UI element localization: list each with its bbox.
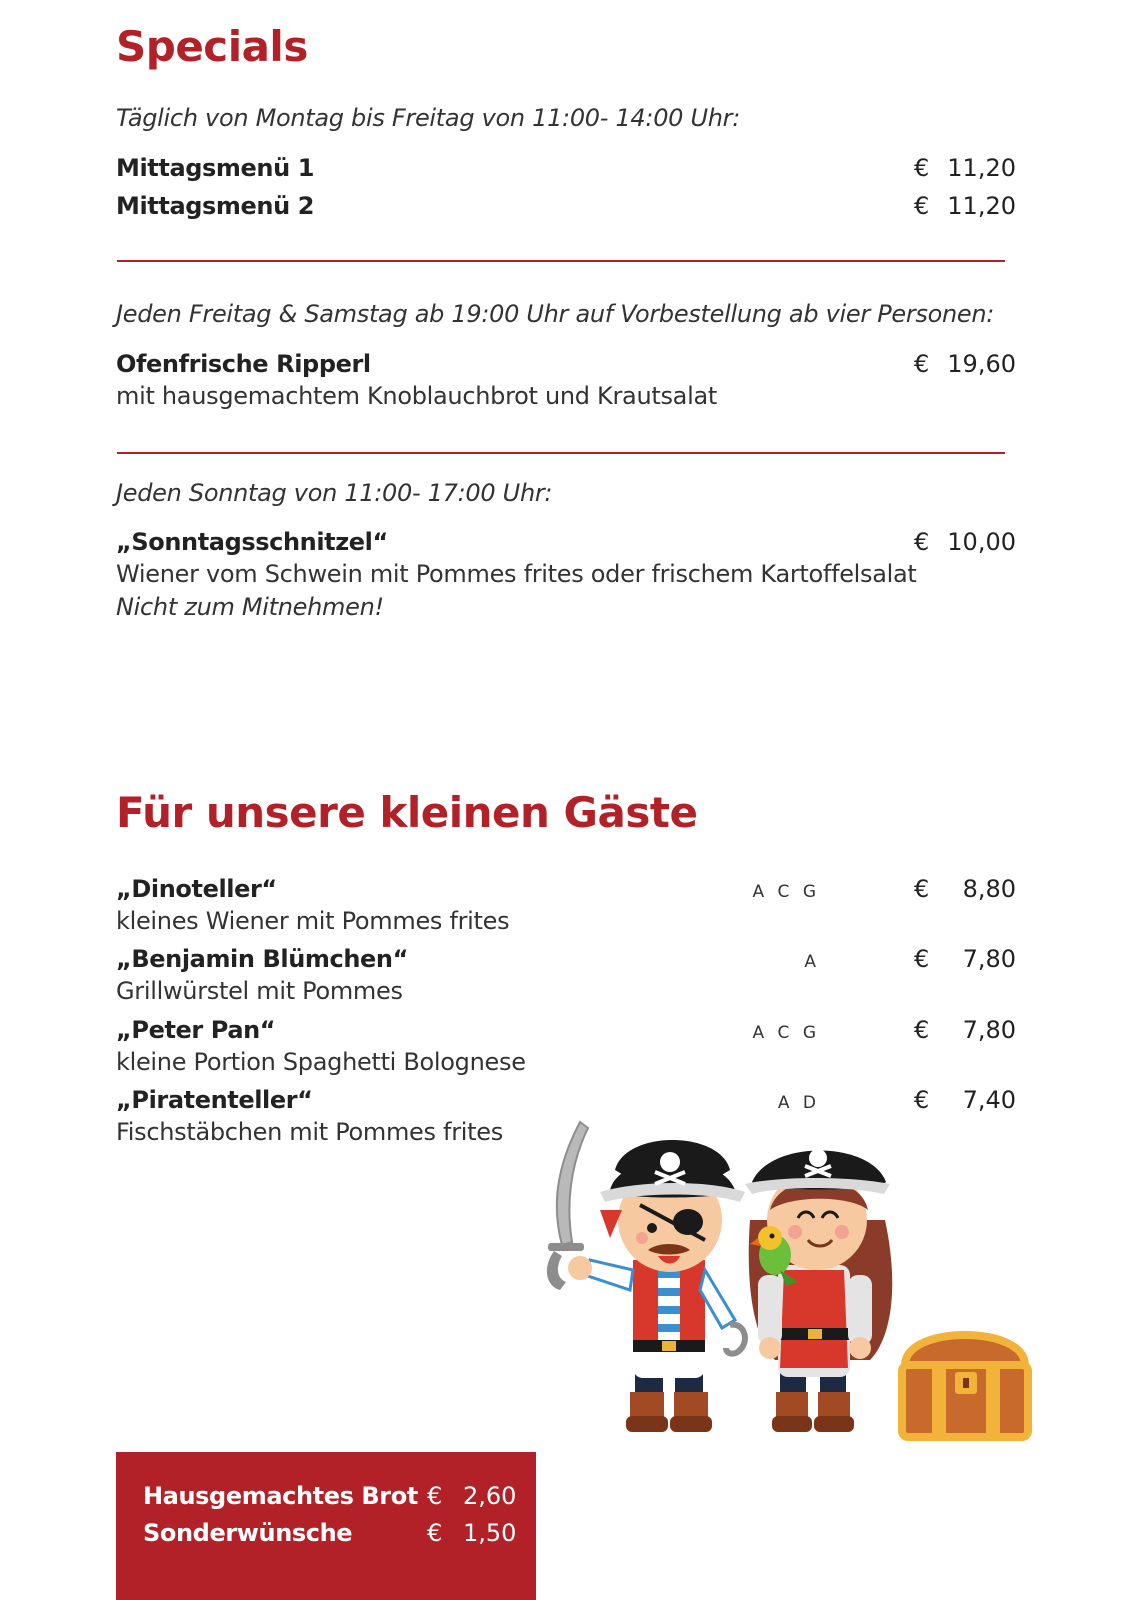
sunday-intro: Jeden Sonntag von 11:00- 17:00 Uhr: <box>116 479 553 507</box>
kids-item-desc: Fischstäbchen mit Pommes frites <box>116 1118 503 1146</box>
extra-item-name: Sonderwünsche <box>143 1519 353 1547</box>
specials-title: Specials <box>116 22 308 71</box>
ripperl-price: € 19,60 <box>914 350 1016 378</box>
lunch-menu-1-name: Mittagsmenü 1 <box>116 154 315 182</box>
extra-item-price: € 2,60 <box>427 1482 517 1510</box>
kids-item-name: „Piratenteller“ <box>116 1086 313 1114</box>
kids-item-name: „Peter Pan“ <box>116 1016 276 1044</box>
kids-item-allergens: A C G <box>752 882 820 902</box>
divider <box>117 260 1005 262</box>
kids-item-price: € 7,80 <box>914 1016 1016 1044</box>
kids-item-name: „Dinoteller“ <box>116 875 277 903</box>
schnitzel-note: Nicht zum Mitnehmen! <box>116 593 384 621</box>
ripperl-desc: mit hausgemachtem Knoblauchbrot und Krautsalat <box>116 382 717 410</box>
weekend-intro: Jeden Freitag & Samstag ab 19:00 Uhr auf Vorbestellung ab vier Personen: <box>116 300 995 328</box>
pirate-boy-icon <box>568 1140 745 1432</box>
schnitzel-desc: Wiener vom Schwein mit Pommes frites oder frischem Kartoffelsalat <box>116 560 917 588</box>
extra-item-name: Hausgemachtes Brot <box>143 1482 418 1510</box>
kids-item-desc: Grillwürstel mit Pommes <box>116 977 403 1005</box>
pirate-girl-icon <box>745 1149 892 1432</box>
ripperl-name: Ofenfrische Ripperl <box>116 350 371 378</box>
extra-item-price: € 1,50 <box>427 1519 517 1547</box>
kids-item-price: € 7,80 <box>914 945 1016 973</box>
lunch-menu-2-price: € 11,20 <box>914 192 1016 220</box>
treasure-chest-icon <box>902 1335 1028 1440</box>
kids-item-price: € 7,40 <box>914 1086 1016 1114</box>
lunch-menu-1-price: € 11,20 <box>914 154 1016 182</box>
kids-item-desc: kleines Wiener mit Pommes frites <box>116 907 510 935</box>
lunch-menu-2-name: Mittagsmenü 2 <box>116 192 315 220</box>
schnitzel-price: € 10,00 <box>914 528 1016 556</box>
weekday-intro: Täglich von Montag bis Freitag von 11:00- 14:00 Uhr: <box>116 104 740 132</box>
kids-item-price: € 8,80 <box>914 875 1016 903</box>
schnitzel-name: „Sonntagsschnitzel“ <box>116 528 388 556</box>
extras-box <box>116 1452 536 1600</box>
kids-item-allergens: A D <box>777 1093 820 1113</box>
kids-item-desc: kleine Portion Spaghetti Bolognese <box>116 1048 526 1076</box>
kids-title: Für unsere kleinen Gäste <box>116 788 698 837</box>
divider <box>117 452 1005 454</box>
kids-item-allergens: A C G <box>752 1023 820 1043</box>
kids-item-name: „Benjamin Blümchen“ <box>116 945 408 973</box>
kids-item-allergens: A <box>804 952 820 972</box>
pirate-illustration <box>530 1110 1050 1450</box>
